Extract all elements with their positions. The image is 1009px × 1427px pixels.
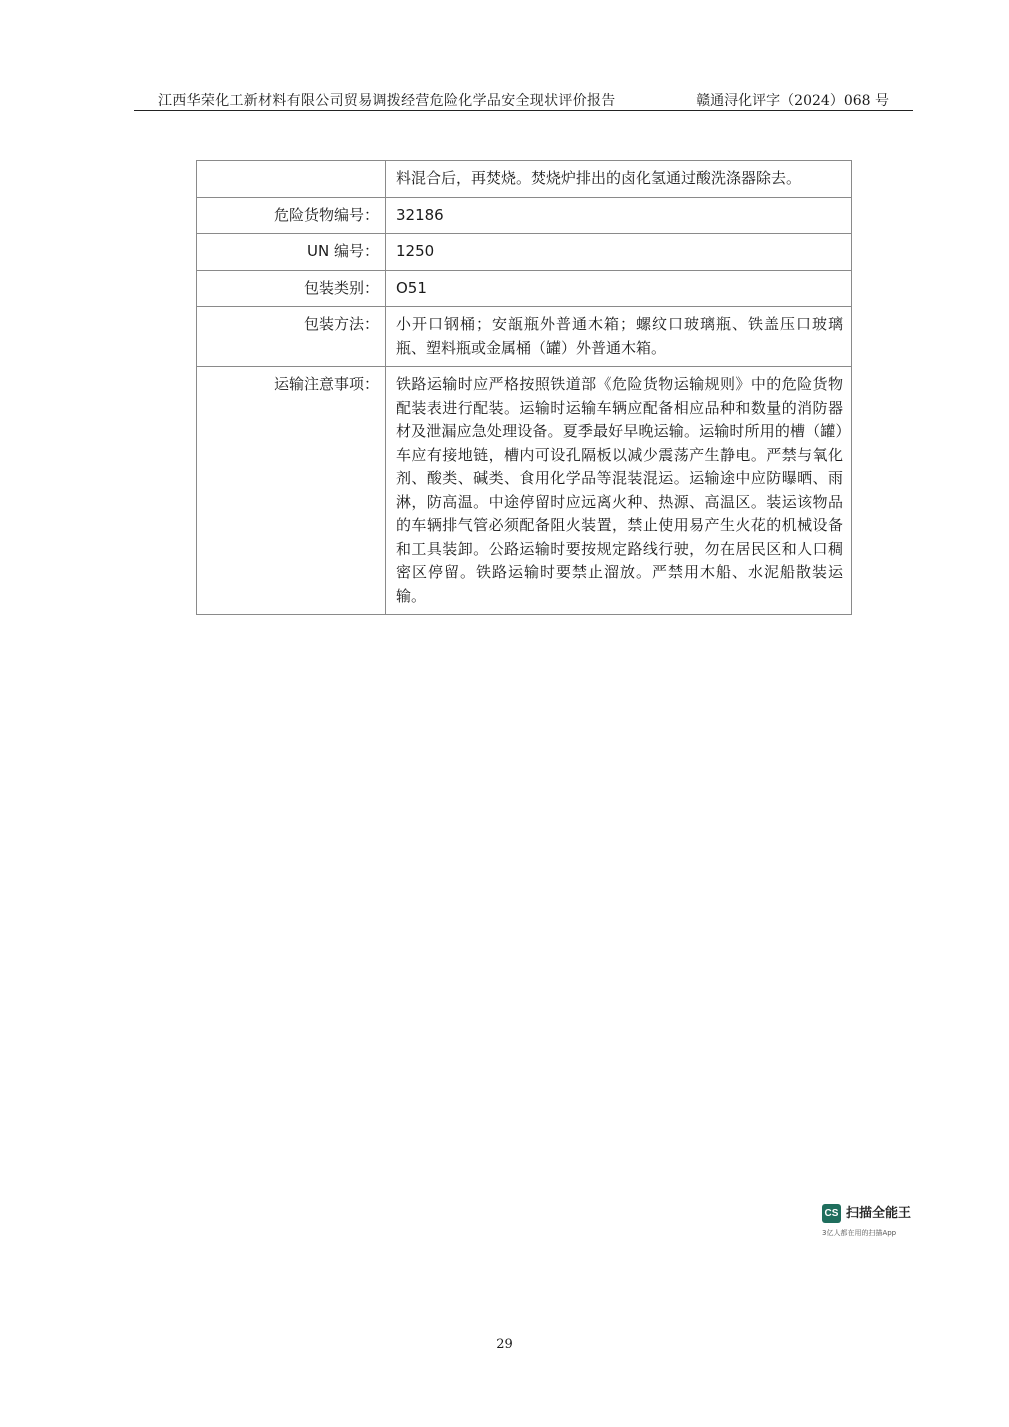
scanner-watermark xyxy=(822,1204,922,1244)
table-row xyxy=(197,197,852,234)
continuation-text: 料混合后，再焚烧。焚烧炉排出的卤化氢通过酸洗涤器除去。 xyxy=(386,161,852,198)
row-value: 铁路运输时应严格按照铁道部《危险货物运输规则》中的危险货物配装表进行配装。运输时运输车辆应配备相应品种和数量的消防器材及泄漏应急处理设备。夏季最好早晚运输。运输时所用的槽（罐）车应有接地链，槽内可设孔隔板以减少震荡产生静电。严禁与氧化剂、酸类、碱类、食用化学品等混装混运。运输途中应防曝晒、雨淋，防高温。中途停留时应远离火种、热源、高温区。装运该物品的车辆排气管必须配备阻火装置，禁止使用易产生火花的机械设备和工具装卸。公路运输时要按规定路线行驶，勿在居民区和人口稠密区停留。铁路运输时要禁止溜放。严禁用木船、水泥船散装运输。 xyxy=(386,367,852,615)
row-value: 1250 xyxy=(386,234,852,271)
table-row xyxy=(197,307,852,367)
report-title: 江西华荣化工新材料有限公司贸易调拨经营危险化学品安全现状评价报告 xyxy=(158,93,616,109)
row-value: 小开口钢桶；安瓿瓶外普通木箱；螺纹口玻璃瓶、铁盖压口玻璃瓶、塑料瓶或金属桶（罐）外普通木箱。 xyxy=(386,307,852,367)
row-label: 运输注意事项： xyxy=(197,367,386,615)
table-row xyxy=(197,367,852,615)
table-row xyxy=(197,234,852,271)
page-header xyxy=(134,88,913,111)
page-number: 29 xyxy=(496,1337,513,1352)
camscanner-logo-icon: CS xyxy=(822,1204,841,1223)
row-label: 包装类别： xyxy=(197,270,386,307)
table-row xyxy=(197,161,852,198)
row-value: O51 xyxy=(386,270,852,307)
row-label xyxy=(197,161,386,198)
scanner-app-name: 扫描全能王 xyxy=(846,1206,912,1221)
row-label: UN 编号： xyxy=(197,234,386,271)
row-label: 包装方法： xyxy=(197,307,386,367)
document-number: 赣通浔化评字（2024）068 号 xyxy=(696,93,889,109)
table-row xyxy=(197,270,852,307)
scanner-slogan: 3亿人都在用的扫描App xyxy=(822,1229,897,1237)
row-label: 危险货物编号： xyxy=(197,197,386,234)
row-value: 32186 xyxy=(386,197,852,234)
chemical-info-table xyxy=(196,160,852,615)
